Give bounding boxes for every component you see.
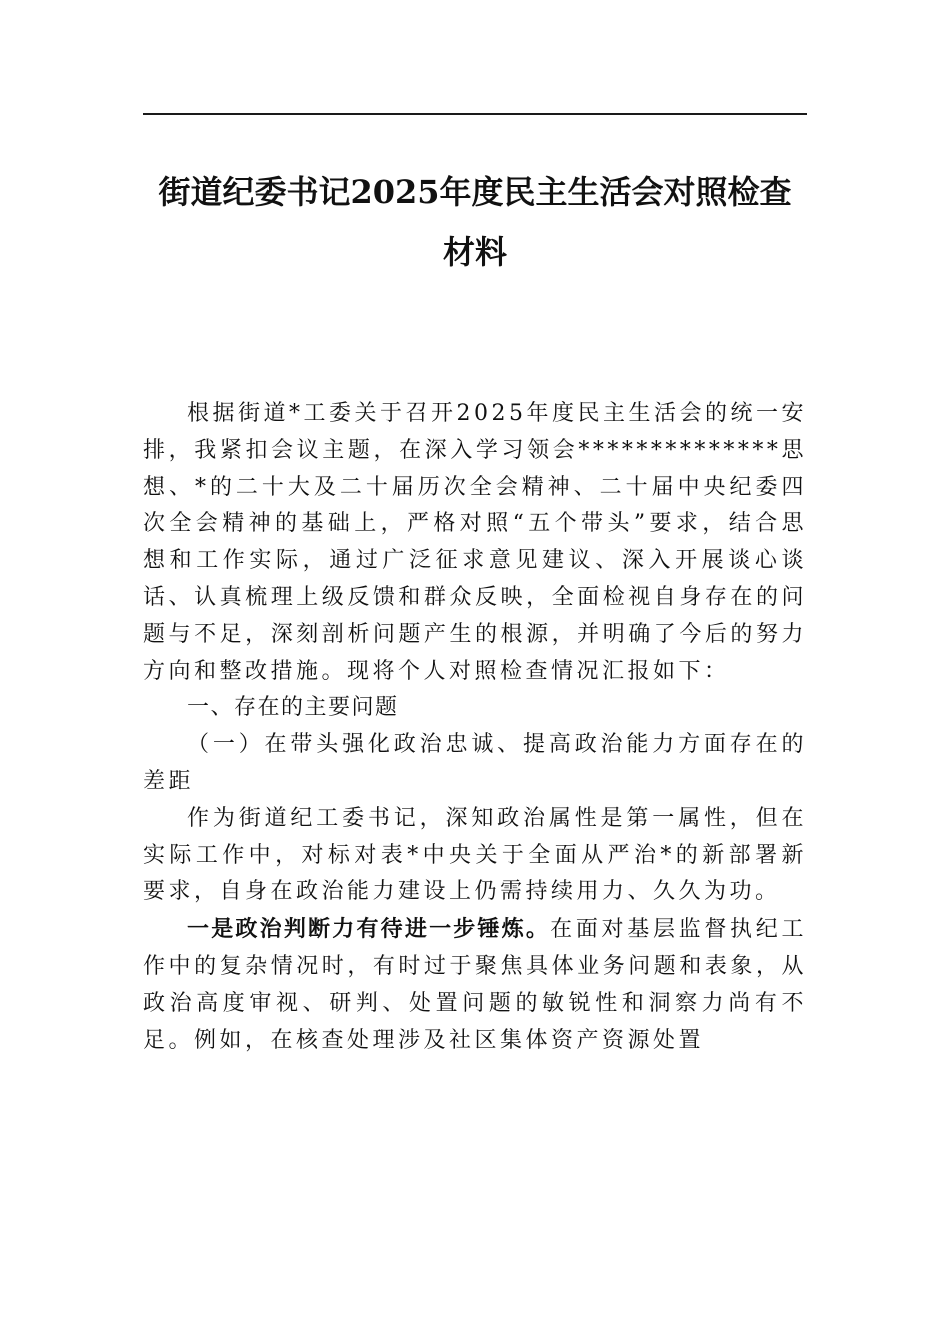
section-heading-1: 一、存在的主要问题 bbox=[187, 695, 399, 721]
document-body bbox=[143, 396, 807, 1059]
subsection-heading-1: （一）在带头强化政治忠诚、提高政治能力方面存在的差距 bbox=[143, 732, 807, 794]
header-rule bbox=[143, 113, 807, 115]
point-text-1: 在面对基层监督执纪工作中的复杂情况时，有时过于聚焦具体业务问题和表象，从政治高度审视、研判、处置问题的敏锐性和洞察力尚有不足。例如，在核查处理涉及社区集体资产资源处置 bbox=[143, 917, 807, 1053]
intro-paragraph: 根据街道*工委关于召开2025年度民主生活会的统一安排，我紧扣会议主题，在深入学习领会**************思想、*的二十大及二十届历次全会精神、二十届中央纪委四次全会精神的基础上，严格对照“五个带头”要求，结合思想和工作实际，通过广泛征求意见建议、深入开展谈心谈话、认真梳理上级反馈和群众反映，全面检视自身存在的问题与不足，深刻剖析问题产生的根源，并明确了今后的努力方向和整改措施。现将个人对照检查情况汇报如下： bbox=[143, 401, 807, 684]
point-lead-1: 一是政治判断力有待进一步锤炼。 bbox=[187, 916, 551, 943]
point-paragraph-1 bbox=[143, 911, 807, 1059]
subsection-paragraph-1: 作为街道纪工委书记，深知政治属性是第一属性，但在实际工作中，对标对表*中央关于全面从严治*的新部署新要求，自身在政治能力建设上仍需持续用力、久久为功。 bbox=[143, 805, 807, 905]
document-title: 街道纪委书记2025年度民主生活会对照检查材料 bbox=[158, 173, 792, 271]
